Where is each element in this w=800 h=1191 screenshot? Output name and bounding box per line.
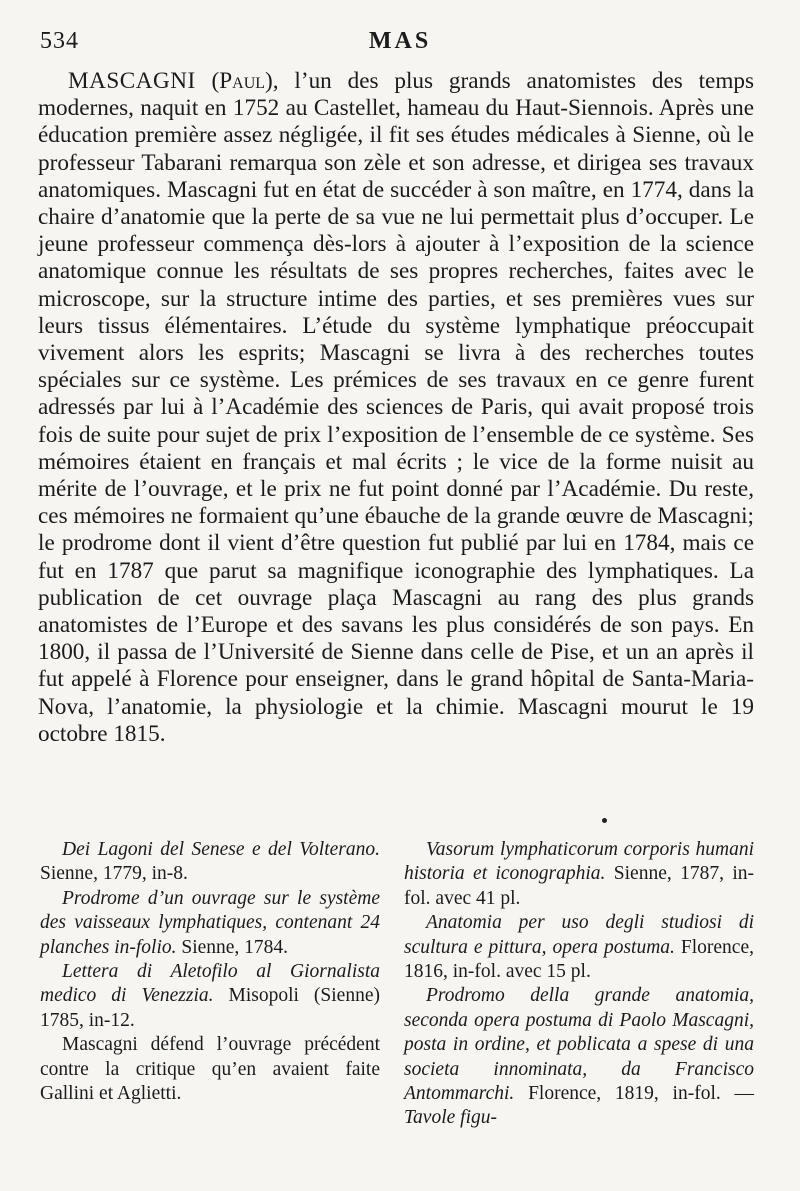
work-title-continued: Tavole figu-: [404, 1107, 497, 1129]
work-details: Florence, 1816, in-fol. avec 15 pl.: [404, 936, 754, 983]
work-title: Vasorum lymphaticorum corporis humani historia et iconographia.: [404, 839, 754, 885]
entry-given-name: (Paul): [211, 68, 273, 94]
page-number: 534: [40, 28, 79, 54]
bibliography-left-column: [40, 838, 380, 1106]
entry-text: , l’un des plus grands anatomistes des temps modernes, naquit en 1752 au Castellet, hameau du Haut-Siennois. Après une éducation première assez négligée, il fit ses études médicales à Sienne, où le professeur Tabarani remarqua son zèle et son adresse, et dirigea ses travaux anatomiques. Mascagni fut en état de succéder à son maître, en 1774, dans la chaire d’anatomie que la perte de sa vue ne lui permettait plus d’occuper. Le jeune professeur commença dès-lors à ajouter à l’exposition de la science anatomique connue les résultats de ses propres recherches, faites avec le microscope, sur la structure intime des parties, et ses premières vues sur leurs tissus élémentaires. L’étude du système lymphatique préoccupait vivement alors les esprits; Mascagni se livra à des recherches toutes spéciales sur ce système. Les prémices de ses travaux en ce genre furent adressés par lui à l’Académie des sciences de Paris, qui avait proposé trois fois de suite pour sujet de prix l’exposition de l’ensemble de ce système. Ses mémoires étaient en français et mal écrits ; le vice de la forme nuisit au mérite de l’ouvrage, et le prix ne fut point donné par l’Académie. Du reste, ces mémoires ne formaient qu’une ébauche de la grande œuvre de Mascagni; le prodrome dont il vient d’être question fut publié par lui en 1784, mais ce fut en 1787 que parut sa magnifique iconographie des lymphatiques. La publication de cet ouvrage plaça Mascagni au rang des plus grands anatomistes de l’Europe et des savans les plus considérés de son pays. En 1800, il passa de l’Université de Sienne dans celle de Pise, et un an après il fut appelé à Florence pour enseigner, dans le grand hôpital de Santa-Maria-Nova, l’anatomie, la physiologie et la chimie. Mascagni mourut le 19 octobre 1815.: [38, 68, 754, 747]
bibliography-item: [40, 960, 380, 1033]
entry-paragraph: [38, 68, 754, 748]
work-details: Sienne, 1779, in-8.: [40, 863, 188, 885]
work-title: Anatomia per uso degli studiosi di scultura e pittura, opera postuma.: [404, 912, 754, 958]
bibliography-item: [40, 838, 380, 887]
work-details: Misopoli (Sienne) 1785, in-12.: [40, 985, 380, 1031]
entry-body: [38, 68, 754, 748]
bibliography-right-column: [404, 838, 754, 1131]
work-title: Prodrome d’un ouvrage sur le système des vaisseaux lymphatiques, contenant 24 planches in-folio.: [40, 887, 380, 958]
bibliography-item: [404, 911, 754, 984]
running-head: MAS: [368, 28, 432, 54]
ornament-dot: [602, 818, 607, 823]
work-title: Lettera di Aletofilo al Giornalista medico di Venezzia.: [40, 961, 380, 1007]
entry-name: MASCAGNI: [68, 68, 196, 94]
work-details: Mascagni défend l’ouvrage précédent contre la critique qu’en avaient faite Gallini et Aglietti.: [40, 1034, 380, 1105]
work-title: Dei Lagoni del Senese e del Volterano.: [62, 839, 380, 860]
bibliography-item: [404, 838, 754, 911]
bibliography-item: [40, 887, 380, 960]
work-details: Sienne, 1784.: [176, 936, 289, 958]
work-title: Prodromo della grande anatomia, seconda opera postuma di Paolo Mascagni, posta in ordine, et poblicata a spese di una societa innominata, da Francisco Antommarchi.: [404, 985, 754, 1105]
bibliography-item: [404, 984, 754, 1130]
work-details: Florence, 1819, in-fol. —: [514, 1083, 754, 1105]
bibliography-note: [40, 1033, 380, 1106]
work-details: Sienne, 1787, in-fol. avec 41 pl.: [404, 863, 754, 909]
